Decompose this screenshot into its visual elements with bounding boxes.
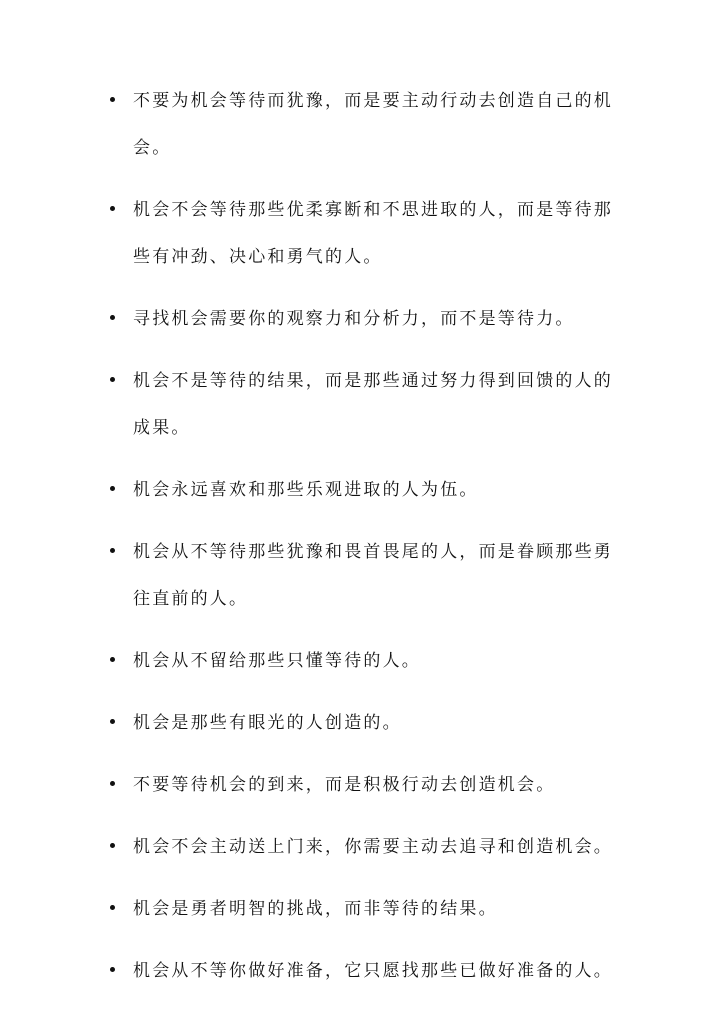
quote-list bbox=[0, 78, 720, 1010]
list-item-text: 寻找机会需要你的观察力和分析力，而不是等待力。 bbox=[133, 309, 575, 329]
list-item bbox=[0, 78, 720, 172]
bullet-icon bbox=[110, 967, 115, 972]
list-item bbox=[0, 762, 720, 809]
bullet-icon bbox=[110, 719, 115, 724]
bullet-icon bbox=[110, 843, 115, 848]
list-item bbox=[0, 948, 720, 995]
list-item-text: 机会是那些有眼光的人创造的。 bbox=[133, 713, 402, 733]
list-item-text: 机会从不等待那些犹豫和畏首畏尾的人，而是眷顾那些勇往直前的人。 bbox=[133, 542, 613, 609]
list-item-text: 不要为机会等待而犹豫，而是要主动行动去创造自己的机会。 bbox=[133, 91, 613, 158]
list-item-text: 机会不是等待的结果，而是那些通过努力得到回馈的人的成果。 bbox=[133, 371, 613, 438]
bullet-icon bbox=[110, 781, 115, 786]
list-item-text: 机会不会等待那些优柔寡断和不思进取的人，而是等待那些有冲劲、决心和勇气的人。 bbox=[133, 200, 613, 267]
list-item-text: 机会是勇者明智的挑战，而非等待的结果。 bbox=[133, 899, 498, 919]
bullet-icon bbox=[110, 377, 115, 382]
list-item bbox=[0, 187, 720, 281]
bullet-icon bbox=[110, 206, 115, 211]
list-item-text: 机会永远喜欢和那些乐观进取的人为伍。 bbox=[133, 480, 479, 500]
bullet-icon bbox=[110, 548, 115, 553]
list-item bbox=[0, 467, 720, 514]
bullet-icon bbox=[110, 657, 115, 662]
list-item bbox=[0, 700, 720, 747]
list-item-text: 机会从不等你做好准备，它只愿找那些已做好准备的人。 bbox=[133, 961, 613, 981]
bullet-icon bbox=[110, 905, 115, 910]
bullet-icon bbox=[110, 315, 115, 320]
list-item bbox=[0, 358, 720, 452]
list-item-text: 机会不会主动送上门来，你需要主动去追寻和创造机会。 bbox=[133, 837, 613, 857]
list-item bbox=[0, 824, 720, 871]
list-item bbox=[0, 886, 720, 933]
bullet-icon bbox=[110, 97, 115, 102]
list-item bbox=[0, 638, 720, 685]
list-item bbox=[0, 296, 720, 343]
list-item-text: 不要等待机会的到来，而是积极行动去创造机会。 bbox=[133, 775, 556, 795]
bullet-icon bbox=[110, 486, 115, 491]
list-item bbox=[0, 529, 720, 623]
list-item-text: 机会从不留给那些只懂等待的人。 bbox=[133, 651, 421, 671]
